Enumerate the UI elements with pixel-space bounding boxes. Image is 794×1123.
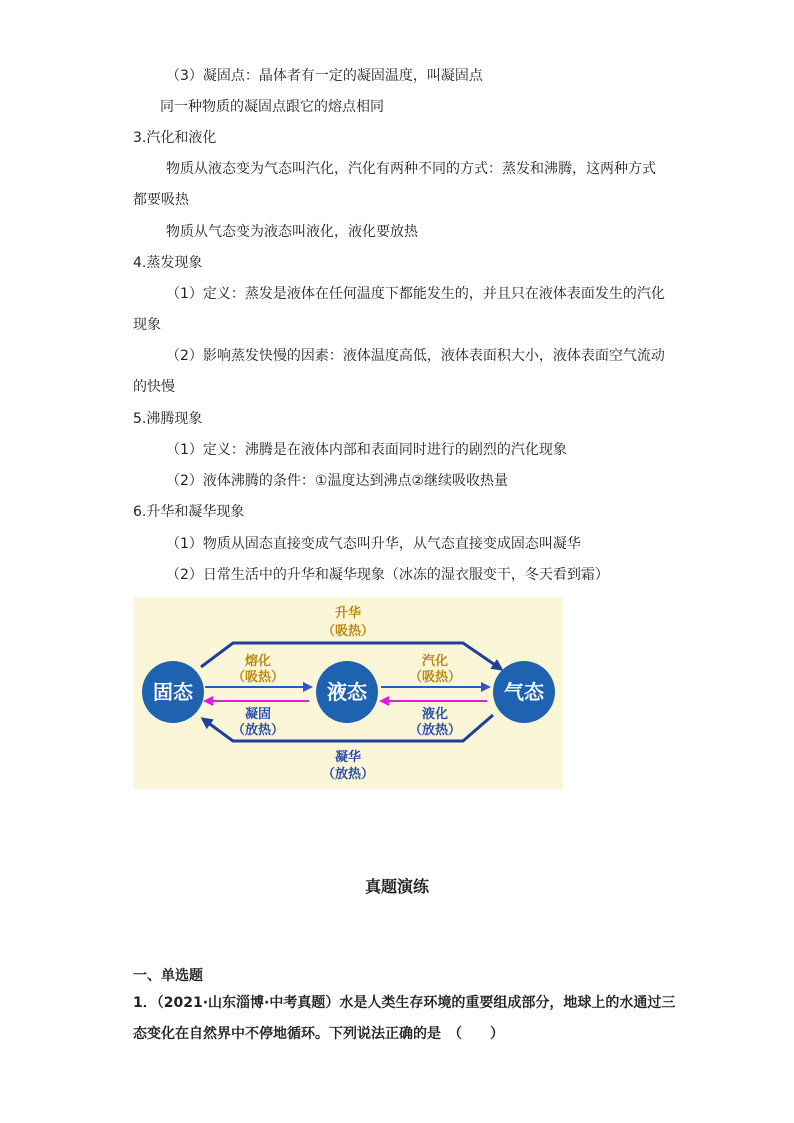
question-line: 态变化在自然界中不停地循环。下列说法正确的是 （ ）	[133, 1026, 504, 1042]
text-line: （1）定义：沸腾是在液体内部和表面同时进行的剧烈的汽化现象	[166, 442, 567, 458]
text-line: （2）影响蒸发快慢的因素：液体温度高低，液体表面积大小，液体表面空气流动	[166, 348, 665, 364]
solidification-label: 凝固	[244, 707, 272, 722]
phase-change-svg	[133, 597, 563, 789]
text-line: 物质从气态变为液态叫液化，液化要放热	[166, 224, 418, 240]
liquid-label: 液态	[327, 680, 367, 704]
section-heading: 3.汽化和液化	[133, 130, 217, 146]
liquefaction-note: （放热）	[408, 723, 462, 738]
question-type: 一、单选题	[133, 968, 203, 984]
vaporization-note: （吸热）	[408, 670, 462, 685]
text-line: 都要吸热	[133, 192, 189, 208]
section-heading: 4.蒸发现象	[133, 255, 203, 271]
text-line: （2）液体沸腾的条件：①温度达到沸点②继续吸收热量	[166, 473, 509, 489]
text-line: 的快慢	[133, 379, 175, 395]
sublimation-note: （吸热）	[321, 624, 375, 639]
liquefaction-label: 液化	[421, 707, 449, 722]
text-line: 同一种物质的凝固点跟它的熔点相同	[160, 99, 384, 115]
melting-note: （吸热）	[231, 670, 285, 685]
melting-label: 熔化	[244, 654, 272, 669]
text-line: 物质从液态变为气态叫汽化，汽化有两种不同的方式：蒸发和沸腾，这两种方式	[166, 161, 656, 177]
phase-change-diagram	[133, 597, 563, 789]
section-heading: 5.沸腾现象	[133, 411, 203, 427]
text-line: （1）物质从固态直接变成气态叫升华，从气态直接变成固态叫凝华	[166, 536, 581, 552]
solidification-note: （放热）	[231, 723, 285, 738]
section-heading: 6.升华和凝华现象	[133, 504, 245, 520]
deposition-label: 凝华	[334, 750, 362, 765]
text-line: （1）定义：蒸发是液体在任何温度下都能发生的，并且只在液体表面发生的汽化	[166, 286, 665, 302]
text-line: （3）凝固点：晶体者有一定的凝固温度，叫凝固点	[166, 68, 483, 84]
deposition-note: （放热）	[321, 767, 375, 782]
question-line: 1．（2021·山东淄博·中考真题）水是人类生存环境的重要组成部分，地球上的水通过三	[133, 995, 676, 1011]
solid-label: 固态	[153, 680, 193, 704]
section-title: 真题演练	[364, 877, 429, 896]
text-line: 现象	[133, 317, 161, 333]
vaporization-label: 汽化	[421, 654, 449, 669]
sublimation-label: 升华	[334, 606, 362, 621]
gas-label: 气态	[504, 680, 544, 704]
text-line: （2）日常生活中的升华和凝华现象（冰冻的湿衣服变干，冬天看到霜）	[166, 567, 609, 583]
